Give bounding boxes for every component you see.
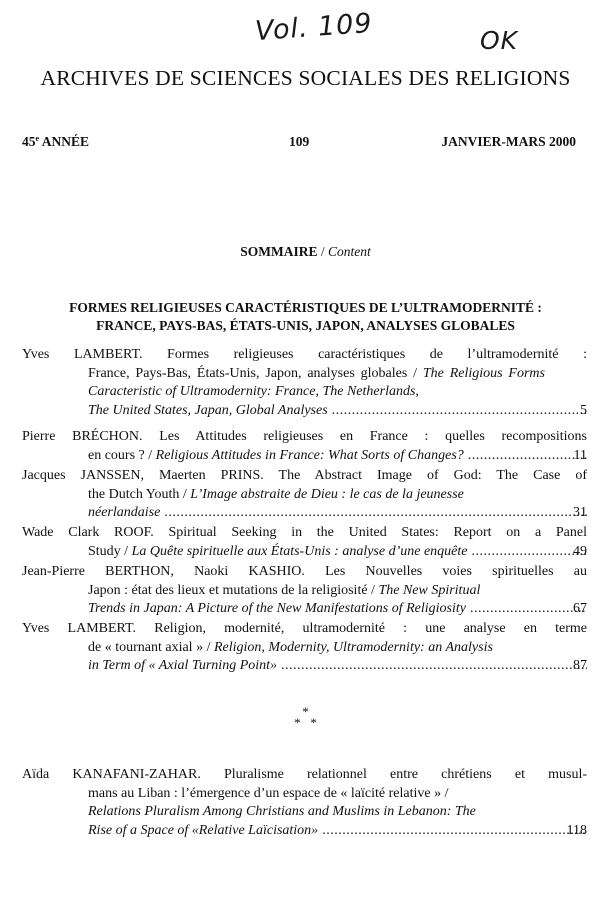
toc-entry-title-fr-cont: France, Pays-Bas, États-Unis, Japon, analyses globales / [88,365,423,381]
toc-entry-title-fr-cont: mans au Liban : l’émergence d’un espace de « laïcité relative » / [88,785,449,801]
toc-entry-page: 118 [566,822,587,838]
toc-entry-first-line [22,620,587,639]
contents-heading-en: Content [328,244,371,259]
year-word: ANNÉE [39,134,89,149]
year-suffix: e [35,134,40,143]
toc-entry-leader-line [22,543,587,562]
toc-entry-leader-line [22,447,587,466]
toc-entry-title-fr-cont: Japon : état des lieux et mutations de la religiosité / [88,582,379,598]
contents-heading-fr: SOMMAIRE [240,244,318,259]
section-separator [0,706,611,728]
toc-entry-title-en: L’Image abstraite de Dieu : le cas de la jeunesse [190,486,464,502]
toc-entry-line [22,785,587,804]
toc-entry-title-en-end: Trends in Japan: A Picture of the New Manifestations of Religiosity [88,601,466,616]
toc-entry-line [22,803,587,822]
toc-entry-title-fr-cont: en cours ? / [88,447,156,463]
toc-entry-title-fr-cont: de « tournant axial » / [88,639,214,655]
toc-entry[interactable] [22,467,587,523]
toc-entry-title-en: Relations Pluralism Among Christians and Muslims in Lebanon: The [88,804,476,819]
issue-number: 109 [289,134,310,149]
toc-entry-title-en-end: The United States, Japan, Global Analyses [88,402,328,418]
toc-entry-leader-line [22,822,587,841]
section-heading-line1: FORMES RELIGIEUSES CARACTÉRISTIQUES DE L’ULTRAMODERNITÉ : [69,300,542,315]
toc-entry-author: Yves LAMBERT. [22,347,143,362]
toc-entry[interactable] [22,563,587,619]
toc-entry[interactable] [22,428,587,465]
toc-entry-title-fr-cont: the Dutch Youth / [88,486,191,502]
toc-entry-author: Jacques JANSSEN, Maerten PRINS. [22,468,264,483]
toc-entry-title-en-end: néerlandaise [88,505,161,520]
toc-entry-title-en: The New Spiritual [378,582,481,598]
section-heading-line2: FRANCE, PAYS-BAS, ÉTATS-UNIS, JAPON, ANALYSES GLOBALES [96,318,515,333]
toc-entry-leader-line [22,402,587,421]
toc-entry-title-en: Religion, Modernity, Ultramodernity: an Analysis [213,639,493,655]
toc-entry-title-fr: Pluralisme relationnel entre chrétiens et musul- [200,767,588,782]
toc-entry-title-fr: The Abstract Image of God: The Case of [263,468,588,483]
toc-entry-title-fr: Spiritual Seeking in the United States: Report on a Panel [153,525,587,540]
toc-entry-title-fr: Religion, modernité, ultramodernité : une analyse en terme [136,621,587,636]
toc-entry-first-line [22,346,587,365]
toc-entry-first-line [22,428,587,447]
toc-entry-line [22,582,587,601]
toc-entry-line [22,639,587,658]
toc-entry-first-line [22,563,587,582]
toc-entry-page: 5 [580,402,587,418]
toc-entry-first-line [22,766,587,785]
section-heading [20,299,591,335]
toc-entry-leader-line [22,657,587,676]
contents-heading [0,244,611,260]
toc-entry-first-line [22,524,587,543]
toc-entry-title-en-end: La Quête spirituelle aux États-Unis : analyse d’une enquête [131,543,468,559]
toc-entry-author: Yves LAMBERT. [22,621,137,636]
toc-entry-author: Wade Clark ROOF. [22,525,154,540]
toc-entry-page: 11 [573,447,587,463]
handwritten-ok-note: OK [480,26,519,55]
separator-bottom-stars: * * [294,715,317,730]
toc-entry-author: Aïda KANAFANI-ZAHAR. [22,767,201,782]
toc-entry[interactable] [22,524,587,561]
toc-entry-line [22,365,587,402]
toc-entry-line [22,486,587,505]
year-number: 45 [22,134,36,149]
toc-entry-title-en-end: Religious Attitudes in France: What Sorts of Changes? [155,447,464,463]
toc-entry-page: 87 [573,658,587,673]
toc-entry-title-en-end: in Term of « Axial Turning Point» [88,658,278,673]
toc-entry-author: Jean-Pierre BERTHON, Naoki KASHIO. [22,564,305,579]
year-label [22,134,89,150]
toc-entry-page: 49 [573,543,587,559]
toc-entry[interactable] [22,766,587,840]
toc-entry-page: 31 [573,505,587,520]
issue-date: JANVIER-MARS 2000 [441,134,576,149]
toc-entry-leader-line [22,600,587,619]
toc-entry-title-fr: Les Nouvelles voies spirituelles au [304,564,587,579]
contents-heading-sep: / [317,244,328,259]
toc-entry-first-line [22,467,587,486]
toc-entry[interactable] [22,620,587,676]
toc-entry[interactable] [22,346,587,420]
toc-entry-title-fr: Les Attitudes religieuses en France : quelles recompositions [142,429,587,444]
toc-entry-page: 67 [573,601,587,616]
toc-entry-title-en: The Religious Forms Caracteristic of Ultramodernity: France, The Netherlands, [88,365,545,399]
toc-entry-leader-line [22,504,587,523]
toc-entry-author: Pierre BRÉCHON. [22,429,143,444]
handwritten-volume-note: Vol. 109 [254,7,374,48]
toc-entry-title-fr: Formes religieuses caractéristiques de l’ultramodernité : [142,347,587,362]
separator-top-star: * [302,704,309,719]
toc-entry-title-en-end: Rise of a Space of «Relative Laïcisation» [88,822,319,838]
journal-title: ARCHIVES DE SCIENCES SOCIALES DES RELIGIONS [40,66,571,90]
toc-entry-title-fr-cont: Study / [88,543,132,559]
